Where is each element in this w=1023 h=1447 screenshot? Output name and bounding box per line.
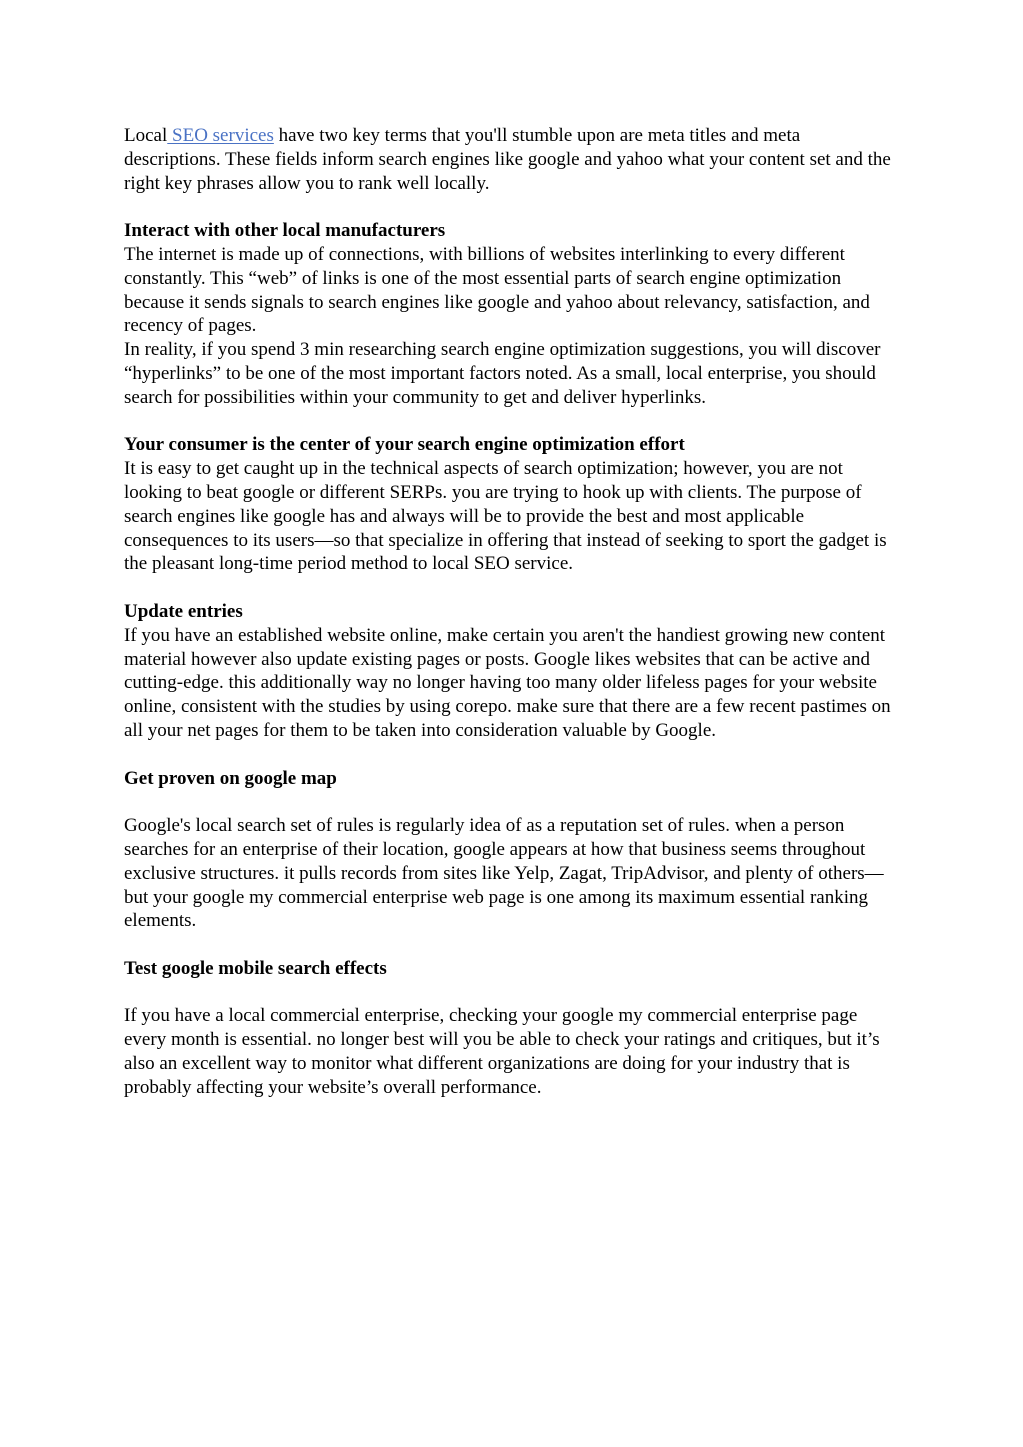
seo-services-link[interactable]: SEO services xyxy=(167,125,274,146)
section-heading-consumer: Your consumer is the center of your search engine optimization effort xyxy=(124,434,685,456)
intro-paragraph xyxy=(124,124,899,195)
section-paragraph: Google's local search set of rules is regularly idea of as a reputation set of rules. when a person searches for an enterprise of their location, google appears at how that business seems throughout exclusive structures. it pulls records from sites like Yelp, Zagat, TripAdvisor, and plenty of others—but your google my commercial enterprise web page is one among its maximum essential ranking elements. xyxy=(124,815,884,932)
spacer xyxy=(124,576,899,600)
section-paragraph: If you have a local commercial enterprise, checking your google my commercial enterprise page every month is essential. no longer best will you be able to check your ratings and critiques, but it’s also an excellent way to monitor what different organizations are doing for your industry that is probably affecting your website’s overall performance. xyxy=(124,1005,880,1098)
section-heading-interact: Interact with other local manufacturers xyxy=(124,220,446,242)
spacer xyxy=(124,790,899,814)
intro-text-after-link: have two key terms that you'll stumble upon are meta titles and meta descriptions. These fields inform search engines like google and yahoo what your content set and the right key phrases allow you to rank well locally. xyxy=(124,125,891,194)
section-paragraph: If you have an established website online, make certain you aren't the handiest growing new content material however also update existing pages or posts. Google likes websites that can be active and cutting-edge. this additionally way no longer having too many older lifeless pages for your website online, consistent with the studies by using corepo. make sure that there are a few recent pastimes on all your net pages for them to be taken into consideration valuable by Google. xyxy=(124,624,891,741)
spacer xyxy=(124,195,899,219)
document-body xyxy=(124,124,899,1100)
intro-text-before-link: Local xyxy=(124,125,168,146)
section-heading-update-entries: Update entries xyxy=(124,600,243,622)
section-paragraph: In reality, if you spend 3 min researching search engine optimization suggestions, you will discover “hyperlinks” to be one of the most important factors noted. As a small, local enterprise, you should search for possibilities within your community to get and deliver hyperlinks. xyxy=(124,339,881,408)
section-heading-google-map: Get proven on google map xyxy=(124,767,337,789)
section-heading-mobile-search: Test google mobile search effects xyxy=(124,957,387,979)
spacer xyxy=(124,410,899,434)
spacer xyxy=(124,933,899,957)
section-paragraph: The internet is made up of connections, with billions of websites interlinking to every different constantly. This “web” of links is one of the most essential parts of search engine optimization because it sends signals to search engines like google and yahoo about relevancy, satisfaction, and recency of pages. xyxy=(124,243,870,337)
section-paragraph: It is easy to get caught up in the technical aspects of search optimization; however, you are not looking to beat google or different SERPs. you are trying to hook up with clients. The purpose of search engines like google has and always will be to provide the best and most applicable consequences to its users—so that specialize in offering that instead of seeking to sport the gadget is the pleasant long-time period method to local SEO service. xyxy=(124,458,887,575)
spacer xyxy=(124,743,899,767)
spacer xyxy=(124,981,899,1005)
